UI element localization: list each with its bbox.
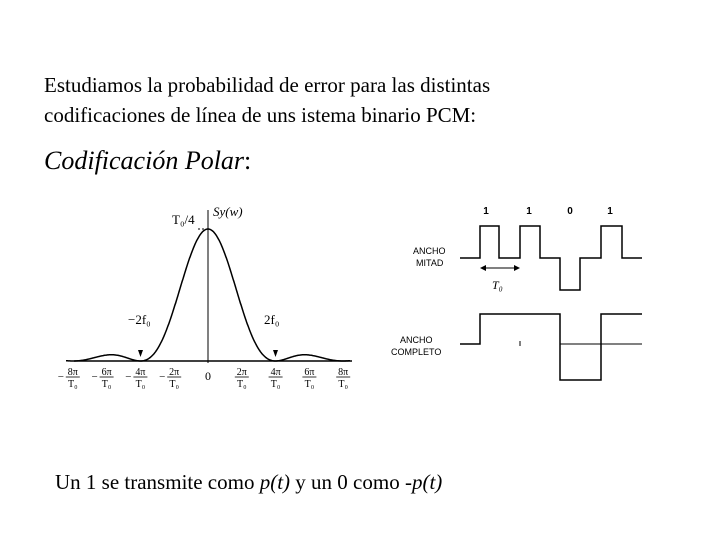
- tick-denominator: T₀: [304, 379, 315, 390]
- heading-colon: :: [244, 146, 252, 175]
- tick-labels: [58, 367, 351, 390]
- tick-denominator: T₀: [101, 379, 112, 390]
- left-null-marker: [138, 350, 143, 357]
- tick-minus-sign: −: [91, 371, 98, 383]
- heading-text: Codificación Polar: [44, 146, 245, 175]
- footer-p2: -p(t): [404, 470, 443, 494]
- tick-numerator: 6π: [304, 367, 315, 378]
- tick-denominator: T₀: [135, 379, 146, 390]
- footer-prefix: Un 1 se transmite como: [55, 470, 260, 494]
- tick-numerator: 4π: [135, 367, 146, 378]
- intro-text: [44, 70, 664, 130]
- period-arrow-right-head: [514, 265, 520, 271]
- peak-label: T₀/4: [172, 212, 195, 227]
- bit-label-3: 0: [567, 206, 573, 217]
- function-label: Sy(w): [213, 204, 243, 219]
- right-null-marker: [273, 350, 278, 357]
- half-width-waveform: [460, 226, 642, 290]
- tick-denominator: T₀: [169, 379, 180, 390]
- tick-numerator: 2π: [169, 367, 180, 378]
- tick-numerator: 4π: [270, 367, 281, 378]
- waveform-figure: [380, 196, 660, 386]
- bit-label-1: 1: [483, 206, 489, 217]
- bit-label-4: 1: [607, 206, 613, 217]
- left-null-label: −2f₀: [128, 312, 151, 327]
- full-width-label-2: COMPLETO: [391, 347, 442, 357]
- bit-label-2: 1: [526, 206, 532, 217]
- tick-minus-sign: −: [125, 371, 132, 383]
- full-width-waveform: [460, 314, 642, 380]
- tick-denominator: T₀: [270, 379, 281, 390]
- tick-numerator: 6π: [101, 367, 112, 378]
- tick-denominator: T₀: [236, 379, 247, 390]
- section-heading: [44, 146, 251, 176]
- tick-numerator: 8π: [67, 367, 78, 378]
- footer-text: [55, 470, 442, 495]
- period-label: T₀: [492, 278, 503, 292]
- tick-minus-sign: −: [57, 371, 64, 383]
- full-width-label-1: ANCHO: [400, 335, 433, 345]
- period-arrow-left-head: [480, 265, 486, 271]
- tick-denominator: T₀: [338, 379, 349, 390]
- right-null-label: 2f₀: [264, 312, 280, 327]
- footer-middle: y un 0 como: [290, 470, 405, 494]
- psd-figure: [57, 198, 360, 398]
- intro-line-1: Estudiamos la probabilidad de error para las distintas: [44, 73, 491, 97]
- tick-label-zero: 0: [205, 369, 211, 383]
- tick-denominator: T₀: [67, 379, 78, 390]
- half-width-label-1: ANCHO: [413, 246, 446, 256]
- footer-p1: p(t): [259, 470, 291, 494]
- intro-line-2: codificaciones de línea de uns istema binario PCM:: [44, 103, 477, 127]
- half-width-label-2: MITAD: [416, 258, 444, 268]
- tick-minus-sign: −: [159, 371, 166, 383]
- tick-numerator: 2π: [236, 367, 247, 378]
- tick-numerator: 8π: [338, 367, 349, 378]
